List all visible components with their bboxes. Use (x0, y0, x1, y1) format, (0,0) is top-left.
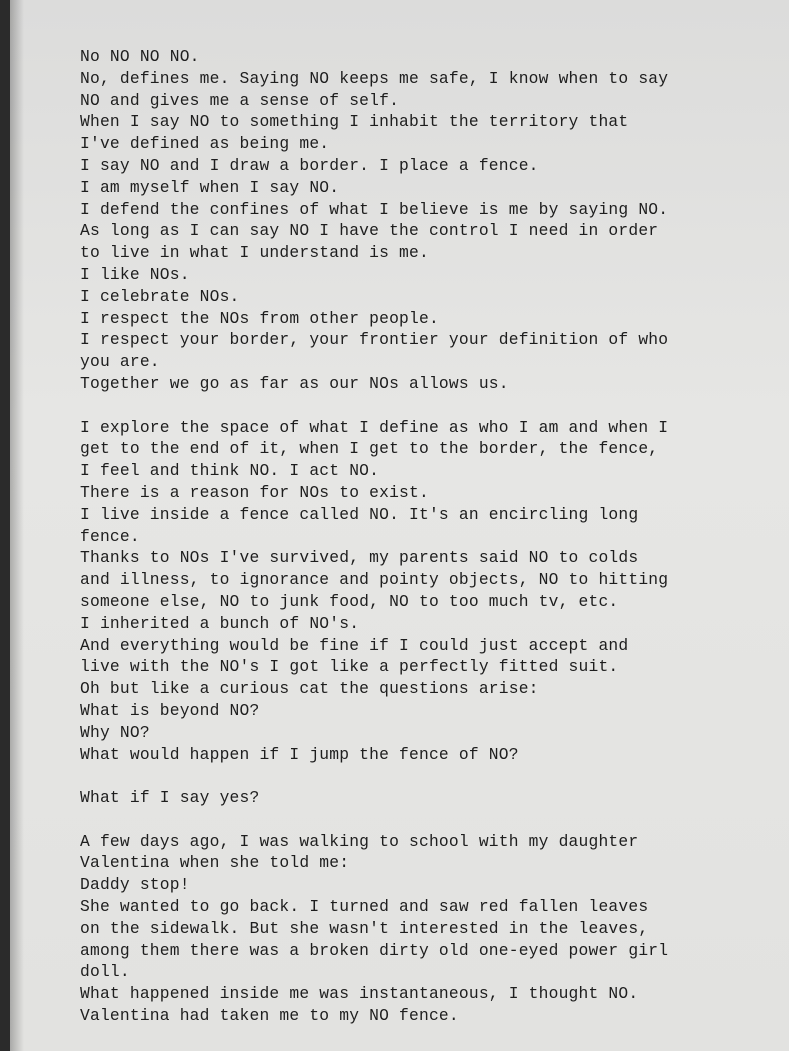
text-line: doll. (80, 962, 130, 982)
text-line: I like NOs. (80, 264, 190, 284)
typed-text-body (80, 46, 770, 1027)
text-line: What if I say yes? (80, 788, 260, 808)
text-line: Together we go as far as our NOs allows us. (80, 373, 509, 393)
text-line: Valentina had taken me to my NO fence. (80, 1006, 459, 1026)
text-line: I say NO and I draw a border. I place a fence. (80, 155, 539, 175)
text-line: As long as I can say NO I have the control I need in order (80, 221, 659, 241)
text-line: I explore the space of what I define as who I am and when I (80, 417, 669, 437)
text-line: No NO NO NO. (80, 47, 200, 66)
text-line: What is beyond NO? (80, 700, 260, 720)
text-line: Valentina when she told me: (80, 853, 350, 873)
text-line: Oh but like a curious cat the questions arise: (80, 679, 539, 699)
text-line: among them there was a broken dirty old one-eyed power girl (80, 940, 669, 960)
text-line: A few days ago, I was walking to school with my daughter (80, 831, 639, 851)
text-line: I've defined as being me. (80, 134, 330, 154)
text-line: someone else, NO to junk food, NO to too much tv, etc. (80, 591, 619, 611)
text-line: And everything would be fine if I could just accept and (80, 635, 629, 655)
text-line: get to the end of it, when I get to the border, the fence, (80, 439, 659, 459)
text-line: I feel and think NO. I act NO. (80, 461, 380, 481)
paper-page (10, 0, 789, 1051)
text-line: There is a reason for NOs to exist. (80, 482, 429, 502)
text-line: I respect the NOs from other people. (80, 308, 439, 328)
text-line: I inherited a bunch of NO's. (80, 613, 360, 633)
text-line: live with the NO's I got like a perfectly fitted suit. (80, 657, 619, 677)
text-line: I live inside a fence called NO. It's an encircling long (80, 504, 639, 524)
text-line: I defend the confines of what I believe is me by saying NO. (80, 199, 669, 219)
blank-line (80, 395, 770, 417)
text-line: What happened inside me was instantaneous, I thought NO. (80, 984, 639, 1004)
text-line: fence. (80, 526, 140, 546)
text-line: Thanks to NOs I've survived, my parents said NO to colds (80, 548, 639, 568)
text-line: She wanted to go back. I turned and saw red fallen leaves (80, 897, 649, 917)
blank-line (80, 765, 770, 787)
text-line: NO and gives me a sense of self. (80, 90, 400, 110)
text-line: on the sidewalk. But she wasn't interested in the leaves, (80, 918, 649, 938)
text-line: No, defines me. Saying NO keeps me safe, I know when to say (80, 68, 669, 88)
text-line: I celebrate NOs. (80, 286, 240, 306)
text-line: When I say NO to something I inhabit the territory that (80, 112, 629, 132)
text-line: Why NO? (80, 722, 150, 742)
text-line: you are. (80, 352, 160, 372)
text-line: What would happen if I jump the fence of NO? (80, 744, 519, 764)
text-line: I respect your border, your frontier your definition of who (80, 330, 669, 350)
text-line: I am myself when I say NO. (80, 177, 340, 197)
blank-line (80, 809, 770, 831)
text-line: to live in what I understand is me. (80, 243, 429, 263)
text-line: and illness, to ignorance and pointy objects, NO to hitting (80, 570, 669, 590)
text-line: Daddy stop! (80, 875, 190, 895)
